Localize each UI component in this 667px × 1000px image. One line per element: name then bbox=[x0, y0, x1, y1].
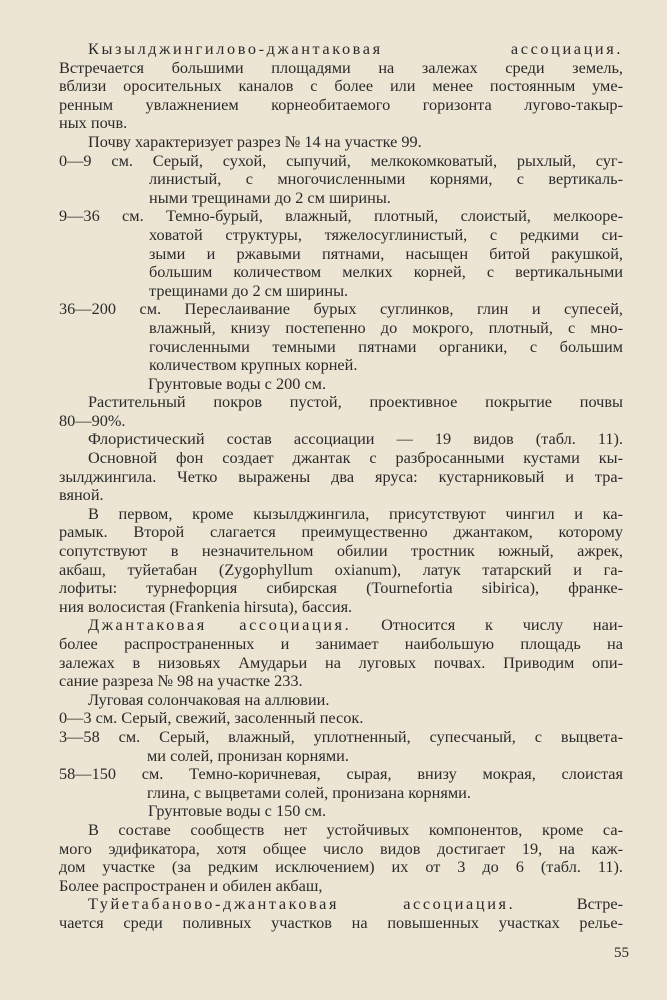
horizon-line: 9—36 см. Темно-бурый, влажный, плотный, слоистый, мелкооре- bbox=[59, 206, 623, 226]
horizon-line: ми солей, пронизан корнями. bbox=[147, 745, 349, 765]
horizon-line: ховатой структуры, тяжелосуглинистый, с редкими си- bbox=[149, 224, 623, 244]
text-fragment: Относится к числу наи- bbox=[381, 615, 623, 635]
text-line: ных почв. bbox=[59, 113, 128, 133]
text-fragment: Встре- bbox=[576, 894, 623, 914]
horizon-line: линистый, с многочисленными корнями, с вертикаль- bbox=[149, 169, 623, 189]
text-line: вблизи оросительных каналов с более или менее постоянным уме- bbox=[59, 76, 623, 96]
floristic-line: Флористический состав ассоциации — 19 видов (табл. 11). bbox=[88, 429, 623, 449]
text-line: 80—90%. bbox=[59, 410, 126, 430]
horizon-line: 36—200 см. Переслаивание бурых суглинков, глин и супесей, bbox=[59, 299, 623, 319]
paragraph-assoc-3 bbox=[59, 895, 623, 932]
paragraph-background bbox=[59, 449, 623, 505]
soil-type-line: Луговая солончаковая на аллювии. bbox=[88, 689, 330, 709]
horizon-line: количеством крупных корней. bbox=[149, 355, 358, 375]
groundwater-line: Грунтовые воды с 200 см. bbox=[148, 373, 327, 393]
text-line: лофиты: турнефорция сибирская (Tournefortia sibirica), франке- bbox=[59, 578, 623, 598]
horizon-line: гочисленными темными пятнами органики, с большим bbox=[149, 336, 623, 356]
paragraph-assoc-1 bbox=[59, 40, 623, 133]
paragraph-composition bbox=[59, 821, 623, 895]
horizon-line: трещинами до 2 см ширины. bbox=[149, 280, 349, 300]
horizon-line: большим количеством мелких корней, с вертикальными bbox=[149, 262, 623, 282]
text-line: Встречается большими площадями на залежах среди земель, bbox=[59, 57, 623, 77]
text-line: Основной фон создает джантак с разбросанными кустами кы- bbox=[88, 448, 623, 468]
text-line: вяной. bbox=[59, 485, 104, 505]
text-line: более распространенных и занимает наибольшую площадь на bbox=[59, 634, 623, 653]
text-line: ния волосистая (Frankenia hirsuta), бассия. bbox=[59, 596, 353, 616]
paragraph-tiers bbox=[59, 505, 623, 617]
horizon-line: 0—3 см. Серый, свежий, засоленный песок. bbox=[59, 708, 364, 728]
text-line: акбаш, туйетабан (Zygophyllum oxianum), латук татарский и га- bbox=[59, 559, 623, 579]
horizon-line: глина, с выцветами солей, пронизана корнями. bbox=[147, 782, 471, 802]
association-title: Кызылджингилово-джантаковая ассоциация. bbox=[88, 39, 623, 58]
paragraph-assoc-2 bbox=[59, 616, 623, 690]
association-title: Джантаковая ассоциация. bbox=[88, 615, 352, 635]
horizon-line: 0—9 см. Серый, сухой, сыпучий, мелкокомковатый, рыхлый, суг- bbox=[59, 150, 623, 170]
horizon-line: 3—58 см. Серый, влажный, уплотненный, супесчаный, с выцвета- bbox=[59, 726, 623, 746]
soil-intro: Почву характеризует разрез № 14 на участке 99. bbox=[88, 131, 422, 151]
text-line: залежах в низовьях Амударьи на луговых почвах. Приводим опи- bbox=[59, 652, 623, 672]
horizon-line: ными трещинами до 2 см ширины. bbox=[149, 187, 391, 207]
horizon-line: 58—150 см. Темно-коричневая, сырая, внизу мокрая, слоистая bbox=[59, 764, 623, 784]
text-line: Более распространен и обилен акбаш, bbox=[59, 875, 323, 895]
text-line: ренным увлажнением корнеобитаемого горизонта лугово-такыр- bbox=[59, 94, 623, 114]
text-line: мого эдификатора, хотя общее число видов достигает 19, на каж- bbox=[59, 838, 623, 858]
text-line: рамык. Второй слагается преимущественно джантаком, которому bbox=[59, 522, 623, 542]
text-line: чается среди поливных участков на повышенных участках релье- bbox=[59, 912, 623, 932]
text-line: дом участке (за редким исключением) их от 3 до 6 (табл. 11). bbox=[59, 857, 623, 877]
text-line: В составе сообществ нет устойчивых компонентов, кроме са- bbox=[88, 819, 623, 839]
soil-profile-1 bbox=[59, 152, 623, 394]
horizon-line: влажный, книзу постепенно до мокрого, плотный, с мно- bbox=[149, 317, 623, 337]
text-line: сопутствуют в незначительном обилии тростник южный, ажрек, bbox=[59, 541, 623, 561]
page-number: 55 bbox=[614, 945, 629, 961]
paragraph-cover bbox=[59, 393, 623, 430]
soil-profile-2 bbox=[59, 709, 623, 821]
association-title: Туйетабаново-джантаковая ассоциация. bbox=[88, 894, 516, 914]
groundwater-line: Грунтовые воды с 150 см. bbox=[148, 801, 327, 821]
text-line: Растительный покров пустой, проективное покрытие почвы bbox=[88, 392, 623, 412]
text-line: сание разреза № 98 на участке 233. bbox=[59, 671, 303, 691]
horizon-line: зыми и ржавыми пятнами, насыщен битой ракушкой, bbox=[149, 243, 623, 263]
text-line: В первом, кроме кызылджингила, присутствуют чингил и ка- bbox=[88, 503, 623, 523]
text-line: зылджингила. Четко выражены два яруса: кустарниковый и тра- bbox=[59, 466, 623, 486]
